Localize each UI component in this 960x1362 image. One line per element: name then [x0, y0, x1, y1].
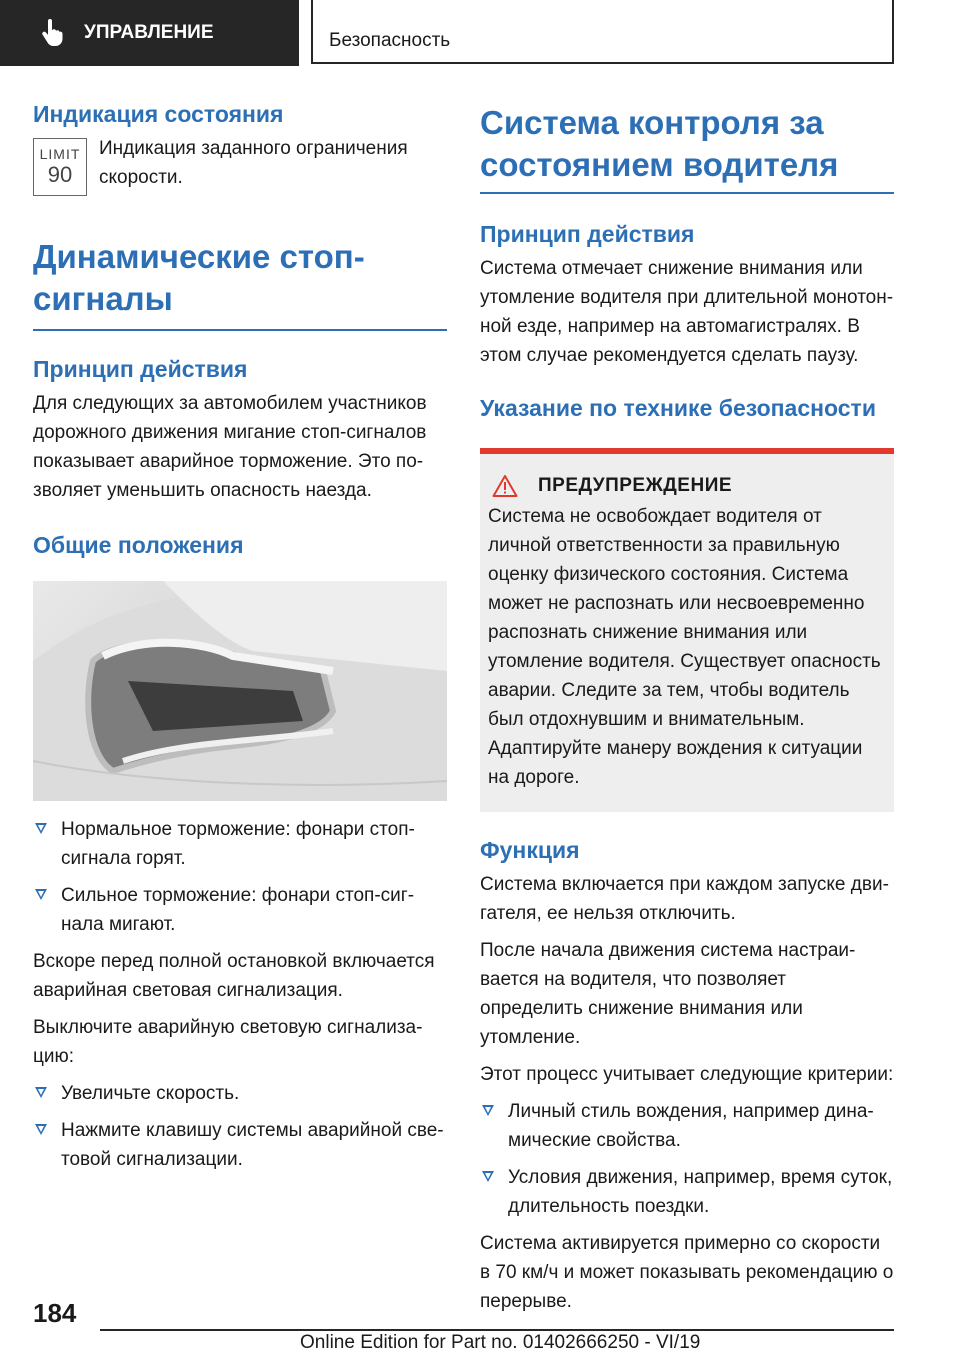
title-rule [33, 329, 447, 331]
hand-pointer-icon [40, 19, 64, 47]
function-text-4: Система активируется примерно со скорости в 70 км/ч и может показывать рекомендацию о перерыве. [480, 1233, 894, 1312]
triangle-bullet-icon [35, 1124, 47, 1135]
driver-monitor-title: Система контроля за состоянием водителя [480, 104, 839, 183]
list-item: Сильное торможение: фонари стоп-сигнала мигают. [33, 881, 447, 939]
brake-bullets [33, 815, 447, 939]
limit-icon-value: 90 [47, 162, 73, 187]
limit-row [33, 138, 447, 196]
list-item: Нажмите клавишу системы аварийной световой сигнализации. [33, 1116, 447, 1174]
status-heading: Индикация состояния [33, 101, 284, 127]
section-label: УПРАВЛЕНИЕ [84, 22, 214, 43]
page-number: 184 [33, 1298, 77, 1328]
warning-title: ПРЕДУПРЕЖДЕНИЕ [538, 475, 733, 496]
left-column [33, 98, 447, 1174]
right-column [480, 98, 894, 1316]
tail-light-photo [33, 581, 447, 801]
function-text-3: Этот процесс учитывает следующие критерии: [480, 1064, 894, 1085]
function-heading: Функция [480, 837, 580, 863]
title-rule [480, 192, 894, 194]
function-text-2: После начала движения система настраивается на водителя, что позволяет определить снижение внимания или утомление. [480, 940, 856, 1048]
chapter-label: Безопасность [329, 30, 451, 51]
warning-title-row [492, 474, 886, 498]
hazard-bullets [33, 1079, 447, 1174]
principle-text: Система отмечает снижение внимания или утомление водителя при длительной монотонной езде, например на автомагистралях. В этом случае рекомендуется сделать паузу. [480, 258, 894, 366]
triangle-bullet-icon [35, 1087, 47, 1098]
warning-triangle-icon [492, 474, 518, 498]
list-item: Нормальное торможение: фонари стоп-сигнала горят. [33, 815, 447, 873]
warning-text: Система не освобождает водителя от личной ответственности за правильную оценку физического состояния. Система может не распознать или несвоевременно распознать снижение внимания или утомление водителя. Существует опасность аварии. Следите за тем, чтобы водитель был отдохнувшим и внимательным. Адаптируйте манеру вождения к ситуации на дороге. [488, 506, 881, 788]
section-tab[interactable] [0, 0, 299, 66]
page-header [0, 0, 960, 66]
general-heading: Общие положения [33, 532, 244, 558]
limit-text: Индикация заданного ограничения скорости. [99, 138, 408, 188]
list-item: Увеличьте скорость. [33, 1079, 447, 1108]
triangle-bullet-icon [35, 889, 47, 900]
limit-icon-top: LIMIT [39, 146, 81, 162]
triangle-bullet-icon [482, 1171, 494, 1182]
list-item: Условия движения, например, время суток, длительность поездки. [480, 1163, 894, 1221]
warning-box [480, 448, 894, 812]
hazard-off-text: Выключите аварийную световую сигнализацию: [33, 1017, 423, 1067]
function-text-1: Система включается при каждом запуске двигателя, ее нельзя отключить. [480, 874, 889, 924]
chapter-tab[interactable] [311, 0, 894, 64]
principle-text: Для следующих за автомобилем участников дорожного движения мигание стоп-сигналов показывает аварийное торможение. Это позволяет уменьшить опасность наезда. [33, 393, 427, 501]
speed-limit-icon [33, 138, 87, 196]
triangle-bullet-icon [482, 1105, 494, 1116]
criteria-bullets [480, 1097, 894, 1221]
dynamic-brake-title: Динамические стоп-сигналы [33, 238, 365, 317]
edition-text: Online Edition for Part no. 01402666250 - VI/19 [300, 1332, 701, 1353]
principle-heading: Принцип действия [33, 356, 248, 382]
tail-light-illustration [33, 581, 447, 801]
list-item: Личный стиль вождения, например динамические свойства. [480, 1097, 894, 1155]
safety-heading: Указание по технике безопасности [480, 395, 876, 421]
triangle-bullet-icon [35, 823, 47, 834]
footer-rule [100, 1329, 894, 1331]
hazard-text: Вскоре перед полной остановкой включается аварийная световая сигнализация. [33, 951, 435, 1001]
principle-heading: Принцип действия [480, 221, 695, 247]
